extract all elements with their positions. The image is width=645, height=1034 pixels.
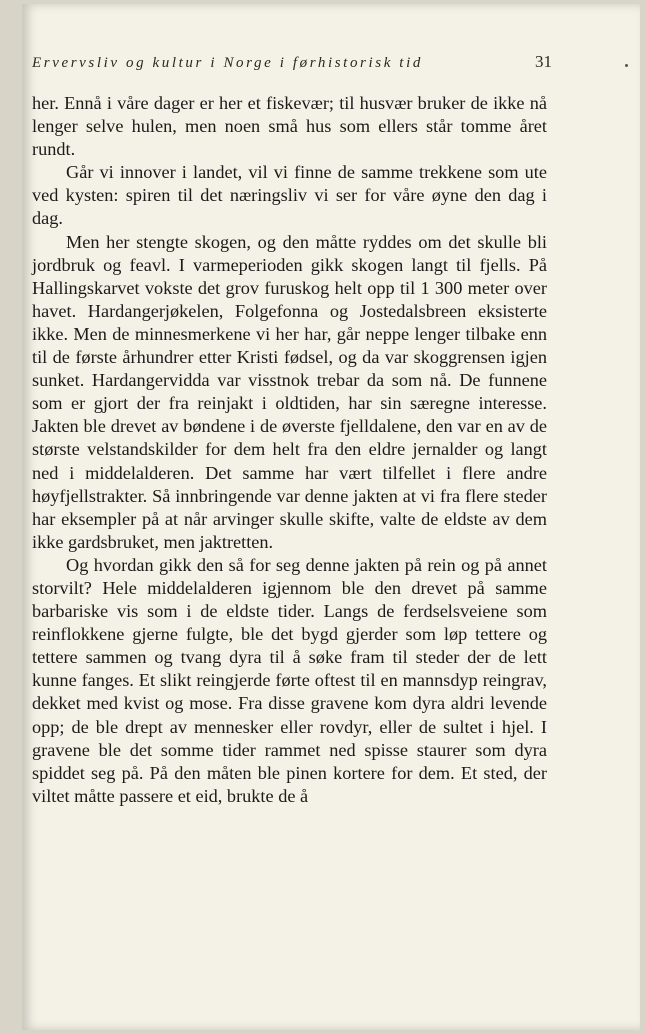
page-number: 31 — [535, 52, 552, 71]
book-page — [22, 4, 640, 1030]
print-speck — [625, 64, 628, 67]
paragraph: Går vi innover i landet, vil vi finne de samme trekkene som ute ved kysten: spiren til det næringsliv vi ser for våre øyne den dag i dag. — [32, 162, 547, 229]
body-text — [32, 92, 547, 808]
running-title: Ervervsliv og kultur i Norge i førhistorisk tid — [32, 55, 423, 71]
paragraph: Men her stengte skogen, og den måtte ryddes om det skulle bli jordbruk og feavl. I varmeperioden gikk skogen langt til fjells. På Hallingskarvet vokste det grov furuskog helt opp til 1 300 meter over havet. Hardangerjøkelen, Folgefonna og Jostedalsbreen eksisterte ikke. Men de minnesmerkene vi her har, går neppe lenger tilbake enn til de første århundrer etter Kristi fødsel, og da var skoggrensen igjen sunket. Hardangervidda var visstnok trebar da som nå. De funnene som er gjort der fra reinjakt i oldtiden, har sin særegne interesse. Jakten ble drevet av bøndene i de øverste fjelldalene, den var en av de største velstandskilder for dem helt fra den eldre jernalder og langt ned i middelalderen. Det samme har vært tilfellet i flere andre høyfjellstrakter. Så innbringende var denne jakten at vi fra flere steder har eksempler på at når arvinger skulle skifte, valte de eldste av dem ikke gardsbruket, men jaktretten. — [32, 231, 547, 552]
paragraph: Og hvordan gikk den så for seg denne jakten på rein og på annet storvilt? Hele middelalderen igjennom ble den drevet på samme barbariske vis som i de eldste tider. Langs de ferdselsveiene som reinflokkene gjerne fulgte, ble det bygd gjerder som løp tettere og tettere sammen og tvang dyra til å søke fram til steder der de lett kunne fanges. Et slikt reingjerde førte oftest til en mannsdyp reingrav, dekket med kvist og mose. Fra disse gravene kom dyra aldri levende opp; de ble drept av mennesker eller rovdyr, eller de sultet i hjel. I gravene ble det somme tider rammet ned spisse staurer som dyra spiddet seg på. På den måten ble pinen kortere for dem. Et sted, der viltet måtte passere et eid, brukte de å — [32, 554, 547, 806]
paragraph: her. Ennå i våre dager er her et fiskevær; til husvær bruker de ikke nå lenger selve hulen, men noen små hus som ellers står tomme året rundt. — [32, 93, 547, 160]
running-head — [32, 52, 552, 72]
